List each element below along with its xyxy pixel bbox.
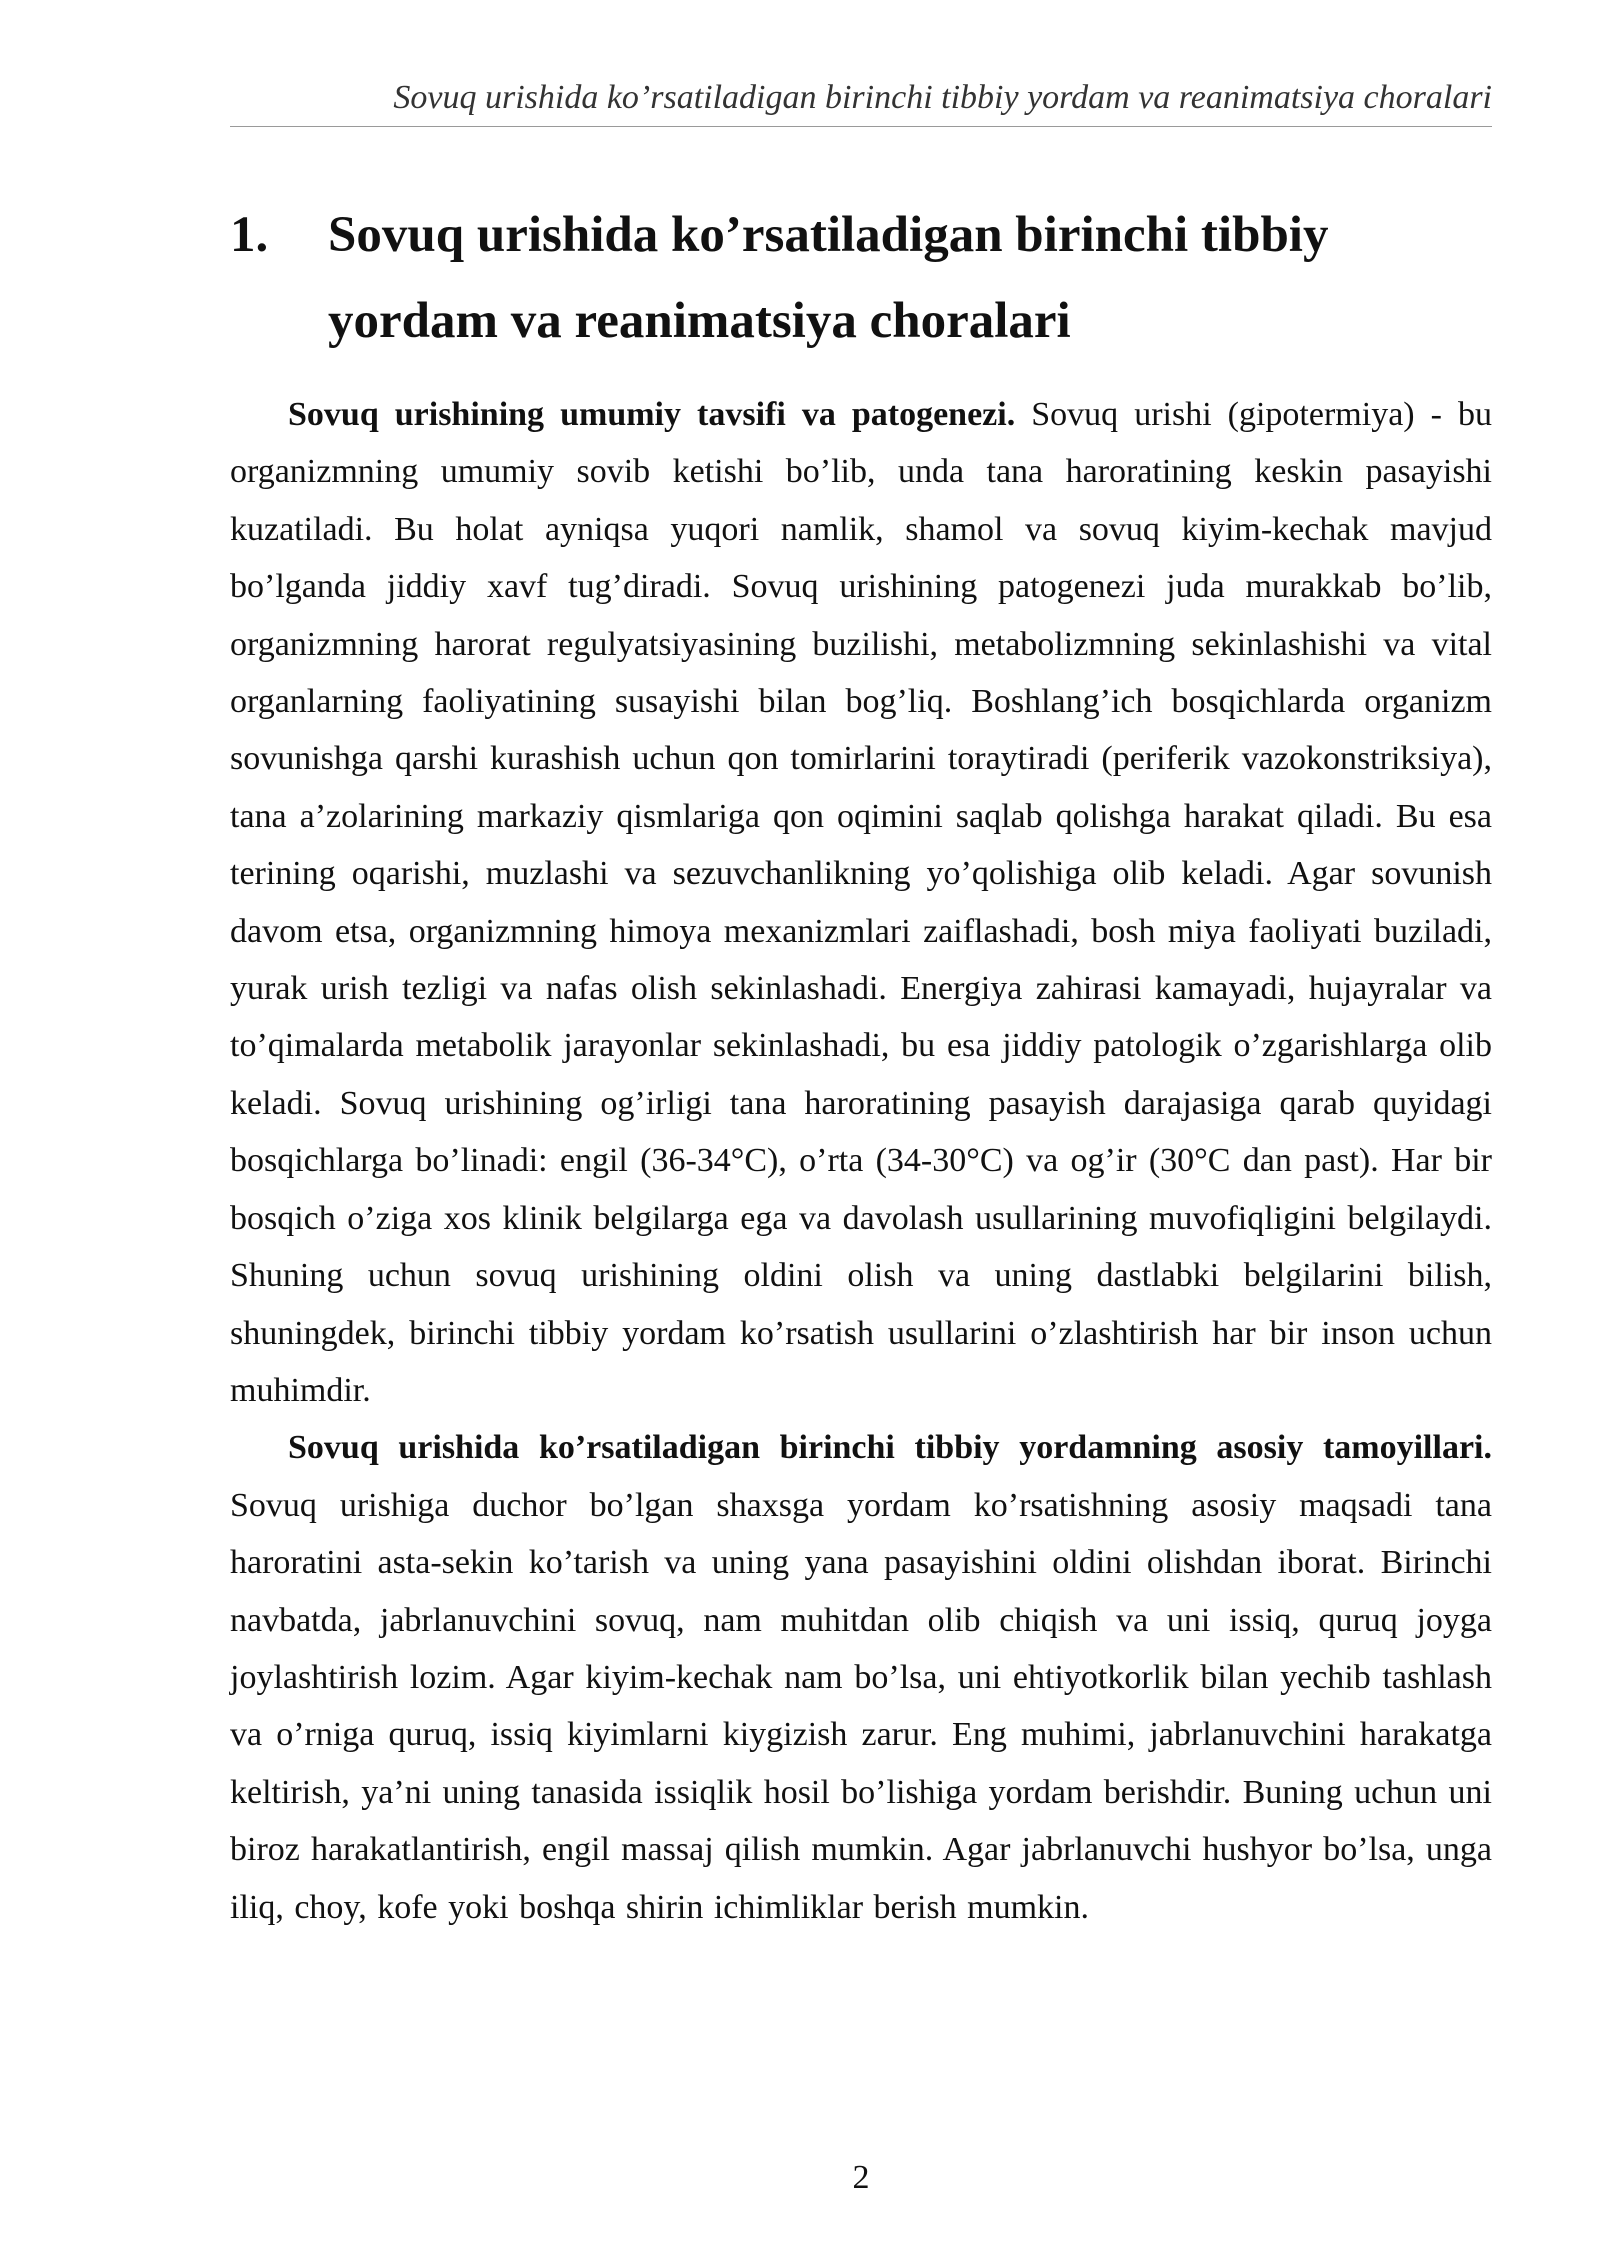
chapter-title: Sovuq urishida ko’rsatiladigan birinchi tibbiy yordam va reanimatsiya choralari	[328, 207, 1329, 349]
paragraph-body: Sovuq urishi (gipotermiya) - bu organizmning umumiy sovib ketishi bo’lib, unda tana haroratining keskin pasayishi kuzatiladi. Bu holat ayniqsa yuqori namlik, shamol va sovuq kiyim-kechak mavjud bo’lganda jiddiy xavf tug’diradi. Sovuq urishining patogenezi juda murakkab bo’lib, organizmning harorat regulyatsiyasining buzilishi, metabolizmning sekinlashishi va vital organlarning faoliyatining susayishi bilan bog’liq. Boshlang’ich bosqichlarda organizm sovunishga qarshi kurashish uchun qon tomirlarini toraytiradi (periferik vazokonstriksiya), tana a’zolarining markaziy qismlariga qon oqimini saqlab qolishga harakat qiladi. Bu esa terining oqarishi, muzlashi va sezuvchanlikning yo’qolishiga olib keladi. Agar sovunish davom etsa, organizmning himoya mexanizmlari zaiflashadi, bosh miya faoliyati buziladi, yurak urish tezligi va nafas olish sekinlashadi. Energiya zahirasi kamayadi, hujayralar va to’qimalarda metabolik jarayonlar sekinlashadi, bu esa jiddiy patologik o’zgarishlarga olib keladi. Sovuq urishining og’irligi tana haroratining pasayish darajasiga qarab quyidagi bosqichlarga bo’linadi: engil (36-34°C), o’rta (34-30°C) va og’ir (30°C dan past). Har bir bosqich o’ziga xos klinik belgilarga ega va davolash usullarining muvofiqligini belgilaydi. Shuning uchun sovuq urishining oldini olish va uning dastlabki belgilarini bilish, shuningdek, birinchi tibbiy yordam ko’rsatish usullarini o’zlashtirish har bir inson uchun muhimdir.	[230, 396, 1492, 1409]
document-page	[230, 0, 1492, 2262]
paragraph-first-aid-principles	[230, 1419, 1492, 1936]
paragraph-lead: Sovuq urishida ko’rsatiladigan birinchi tibbiy yordamning asosiy tamoyillari.	[288, 1429, 1492, 1467]
body-text	[230, 386, 1492, 1936]
page-number: 2	[852, 2159, 870, 2196]
paragraph-pathogenesis	[230, 386, 1492, 1419]
paragraph-body: Sovuq urishiga duchor bo’lgan shaxsga yordam ko’rsatishning asosiy maqsadi tana haroratini asta-sekin ko’tarish va uning yana pasayishini oldini olishdan iborat. Birinchi navbatda, jabrlanuvchini sovuq, nam muhitdan olib chiqish va uni issiq, quruq joyga joylashtirish lozim. Agar kiyim-kechak nam bo’lsa, uni ehtiyotkorlik bilan yechib tashlash va o’rniga quruq, issiq kiyimlarni kiygizish zarur. Eng muhimi, jabrlanuvchini harakatga keltirish, ya’ni uning tanasida issiqlik hosil bo’lishiga yordam berishdir. Buning uchun uni biroz harakatlantirish, engil massaj qilish mumkin. Agar jabrlanuvchi hushyor bo’lsa, unga iliq, choy, kofe yoki boshqa shirin ichimliklar berish mumkin.	[230, 1486, 1492, 1926]
paragraph-lead: Sovuq urishining umumiy tavsifi va patogenezi.	[288, 396, 1016, 433]
chapter-number: 1.	[230, 207, 269, 263]
chapter-heading	[230, 192, 1492, 364]
running-header: Sovuq urishida ko’rsatiladigan birinchi tibbiy yordam va reanimatsiya choralari	[230, 76, 1492, 127]
